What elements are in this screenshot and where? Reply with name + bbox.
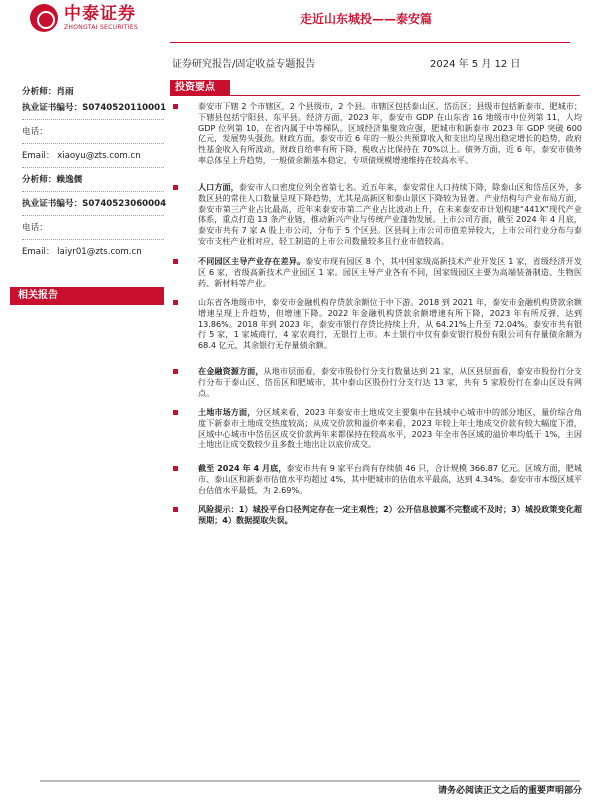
phone-label: 电话： [22, 127, 48, 137]
report-category: 证券研究报告/固定收益专题报告 [172, 59, 316, 70]
bullet-text: 泰安市现有园区 8 个，其中国家级高新技术产业开发区 1 家，省级经济开发区 6 家，省级高新技术产业园区 1 家。园区主导产业各有不同，国家级园区主要为高端装备制造、生物医药、新材料等产业。 [198, 256, 582, 288]
divider [22, 119, 164, 120]
divider [22, 143, 164, 144]
bullet-item [170, 297, 582, 351]
cert-label: 执业证书编号： [22, 199, 83, 209]
analyst-sidebar [22, 84, 167, 260]
divider [22, 239, 164, 240]
report-title: 走近山东城投——泰安篇 [300, 12, 433, 26]
bullet-item [170, 504, 582, 526]
bullet-square-icon [173, 104, 178, 109]
bullet-item [170, 463, 582, 495]
bullet-lead: 在金融资源方面， [198, 366, 264, 376]
bullet-square-icon [173, 369, 178, 374]
divider [22, 215, 164, 216]
logo-mark-icon [30, 4, 58, 32]
analyst-name: 肖雨 [56, 87, 74, 97]
email-address[interactable]: laiyr01@zts.com.cn [57, 247, 142, 257]
logo-chinese-name: 中泰证券 [64, 3, 136, 24]
phone-label: 电话： [22, 223, 48, 233]
section-header [170, 80, 580, 96]
analyst-label: 分析师： [22, 175, 57, 185]
company-logo [30, 4, 138, 32]
page-header [0, 0, 600, 50]
logo-english-name: ZHONGTAI SECURITIES [64, 23, 139, 31]
cert-label: 执业证书编号： [22, 103, 83, 113]
bullet-lead: 不同园区主导产业存在差异。 [198, 256, 306, 266]
bullet-text: 泰安市人口密度位列全省第七名。近五年来，泰安常住人口持续下降，除泰山区和岱岳区外，多数区县的常住人口数量呈现下降趋势，尤其是高新区和泰山景区下降较为显著。产业结构与产业布局方面，泰安市第三产业占比最高，近年来泰安市第二产业占比波动上升，在未来泰安市计划构建“441X”现代产业体系，重点打造 13 条产业链，推动新兴产业与传统产业蓬勃发展。上市公司方面，截至 2024 年 4 月底，泰安市共有 7 家 A 股上市公司，分布于 5 个区县。区县间上市公司市值差异较大，上市公司行业分布与泰安市支柱产业相对应，轻工制造的上市公司数量较多且行业市值较高。 [198, 182, 582, 246]
bullet-text: 山东省各地级市中，泰安市金融机构存贷款余额位于中下游。2018 到 2021 年，泰安市金融机构贷款余额增速呈现上升趋势，但增速下降。2022 年金融机构贷款余额增速有所下降，2023 年有所反弹，达到 13.86%。2018 年到 2023 年，泰安市银行存贷比持续上升，从 64.21%上升至 72.04%。泰安市共有银行 5 家，1 家城商行，4 家农商行，无银行上市。本土银行中仅有泰安银行股份有限公司有存量债余额为 68.4 亿元，其余银行无存量债余额。 [198, 297, 582, 351]
bullet-lead: 人口方面， [198, 182, 239, 192]
analyst-label: 分析师： [22, 87, 57, 97]
bullet-item [170, 182, 582, 247]
bullet-square-icon [173, 466, 178, 471]
divider [22, 191, 164, 192]
report-date: 2024 年 5 月 12 日 [430, 59, 521, 70]
footer-divider [40, 780, 580, 782]
bullet-square-icon [173, 259, 178, 264]
bullet-square-icon [173, 300, 178, 305]
email-label: Email： [22, 151, 55, 161]
analyst-name: 赖逸儒 [56, 175, 83, 185]
bullet-item [170, 366, 582, 398]
related-reports-heading: 相关报告 [10, 287, 164, 305]
cert-number: S0740520110001 [82, 103, 167, 113]
bullet-text: 分区域来看，2023 年泰安市土地成交主要集中在县域中心城市中的部分地区，量价综合角度下新泰市土地成交热度较高；从成交价款和溢价率来看，2023 年较上年土地成交价款有较大幅度下滑，区域中心城市中岱岳区成交价款两年来都保持在较高水平，2023 年全市各区域的溢价率均低于 1%，主因土地出让成交数较少且多数土地出让以底价成交。 [198, 407, 582, 450]
bullet-square-icon [173, 410, 178, 415]
cert-number: S0740523060004 [82, 199, 167, 209]
header-divider [170, 42, 570, 43]
section-title: 投资要点 [170, 80, 230, 96]
email-address[interactable]: xiaoyu@zts.com.cn [57, 151, 141, 161]
bullet-lead: 土地市场方面， [198, 407, 256, 417]
bullet-text: 泰安市下辖 2 个市辖区，2 个县级市，2 个县。市辖区包括泰山区、岱岳区；县级市包括新泰市、肥城市；下辖县包括宁阳县、东平县。经济方面，2023 年，泰安市 GDP 在山东省 16 地级市中位列第 11，人均 GDP 位列第 10，在省内属于中等梯队。区域经济集聚效应强，肥城市和新泰市 2023 年 GDP 突破 600 亿元，发展势头强劲。财政方面，泰安市近 6 年的一般公共预算收入和支出均呈现出稳定增长的趋势，政府性基金收入有所波动，财政自给率有所下降，税收占比保持在 70%以上。债务方面，近 6 年，泰安市债务率总体呈上升趋势，一般债余额基本稳定，专项债规模增速维持在较高水平。 [198, 101, 582, 165]
bullet-text: 从地市层面看，泰安市股份行分支行数量达到 21 家，从区县层面看，泰安市股份行分支行分布于泰山区、岱岳区和肥城市，其中泰山区股份行分支行达 13 家，共有 5 家股份行在泰山区设有网点。 [198, 366, 582, 398]
bullet-item [170, 407, 582, 450]
footer-disclaimer: 请务必阅读正文之后的重要声明部分 [437, 786, 582, 796]
email-label: Email： [22, 247, 55, 257]
bullet-square-icon [173, 507, 178, 512]
main-content [170, 80, 580, 96]
bullet-item [170, 256, 582, 288]
bullet-square-icon [173, 185, 178, 190]
bullet-lead: 风险提示： [198, 504, 239, 514]
bullet-lead: 截至 2024 年 4 月底， [198, 463, 287, 473]
bullet-text: 泰安市共有 9 家平台尚有存续债 46 只，合计规模 366.87 亿元。区域方面，肥城市、泰山区和新泰市估值水平均超过 4%，其中肥城市的估值水平最高，达到 4.34%。泰安市市本级区域平台估值水平最低，为 2.69%。 [198, 463, 582, 495]
divider [22, 167, 164, 168]
bullet-text: 1）城投平台口径判定存在一定主观性；2）公开信息披露不完整或不及时；3）城投政策变化超预期；4）数据提取失误。 [198, 504, 582, 525]
bullet-item [170, 101, 582, 166]
